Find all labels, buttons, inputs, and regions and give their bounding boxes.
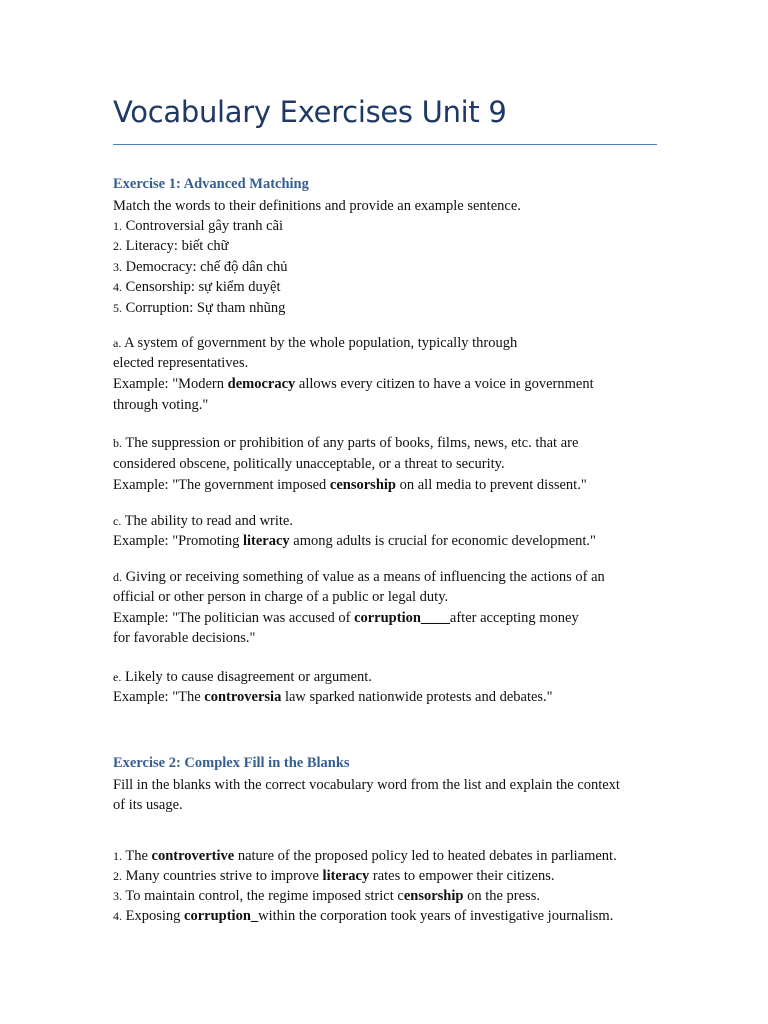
definition-text: The ability to read and write. xyxy=(121,513,293,529)
example-keyword: controversia xyxy=(204,689,282,705)
fill-blank-answer: controvertive xyxy=(151,848,235,864)
fill-blank-answer: ensorship xyxy=(403,888,464,904)
example-text: on all media to prevent dissent." xyxy=(396,477,587,493)
document-title: Vocabulary Exercises Unit 9 xyxy=(113,95,507,129)
exercise-2-instruction: of its usage. xyxy=(113,797,183,813)
title-divider xyxy=(113,144,657,145)
word-item-text: Corruption: Sự tham nhũng xyxy=(122,300,286,316)
word-item-text: Literacy: biết chữ xyxy=(122,238,229,254)
example-text: Example: "Modern xyxy=(113,376,228,392)
example-sentence: through voting." xyxy=(113,397,209,413)
fill-blank-text: within the corporation took years of investigative journalism. xyxy=(258,908,614,924)
exercise-1-instruction: Match the words to their definitions and provide an example sentence. xyxy=(113,198,521,214)
definition-letter: b. xyxy=(113,436,122,450)
word-item-text: Controversial gây tranh cãi xyxy=(122,218,284,234)
fill-blank-text: nature of the proposed policy led to heated debates in parliament. xyxy=(234,848,617,864)
fill-blank-text: rates to empower their citizens. xyxy=(369,868,555,884)
word-item-number: 4. xyxy=(113,280,122,294)
example-text: law sparked nationwide protests and debates." xyxy=(281,689,553,705)
word-item-number: 2. xyxy=(113,239,122,253)
word-item-number: 1. xyxy=(113,219,122,233)
example-sentence xyxy=(113,687,553,707)
definition-line xyxy=(113,333,517,353)
word-item xyxy=(113,236,229,256)
definition-text: The suppression or prohibition of any parts of books, films, news, etc. that are xyxy=(122,435,579,451)
definition-text: A system of government by the whole population, typically through xyxy=(121,335,518,351)
fill-blank-number: 1. xyxy=(113,849,122,863)
example-keyword: literacy xyxy=(242,533,290,549)
word-item-text: Democracy: chế độ dân chủ xyxy=(122,259,288,275)
definition-line xyxy=(113,511,293,531)
word-item-number: 5. xyxy=(113,301,122,315)
example-text: Example: "The xyxy=(113,689,205,705)
example-sentence xyxy=(113,531,596,551)
fill-blank-answer: corruption_ xyxy=(184,908,259,924)
definition-line xyxy=(113,667,372,687)
definition-letter: c. xyxy=(113,514,122,528)
exercise-2-heading: Exercise 2: Complex Fill in the Blanks xyxy=(113,755,350,771)
fill-blank-number: 3. xyxy=(113,889,122,903)
example-sentence xyxy=(113,608,579,628)
example-text: after accepting money xyxy=(449,610,579,626)
fill-blank-text: Exposing xyxy=(122,908,185,924)
fill-blank-text: To maintain control, the regime imposed strict c xyxy=(122,888,404,904)
word-item xyxy=(113,277,281,297)
fill-blank-answer: literacy xyxy=(322,868,370,884)
definition-line: considered obscene, politically unacceptable, or a threat to security. xyxy=(113,456,505,472)
fill-blank-item xyxy=(113,886,540,906)
definition-line xyxy=(113,567,605,587)
example-text: Example: "Promoting xyxy=(113,533,243,549)
definition-text: Giving or receiving something of value as a means of influencing the actions of an xyxy=(122,569,605,585)
example-keyword: censorship xyxy=(329,477,396,493)
definition-line xyxy=(113,433,578,453)
example-sentence: for favorable decisions." xyxy=(113,630,256,646)
fill-blank-item xyxy=(113,866,554,886)
fill-blank-text: on the press. xyxy=(463,888,540,904)
word-item-number: 3. xyxy=(113,260,122,274)
example-keyword: corruption____ xyxy=(354,610,450,626)
word-item xyxy=(113,216,283,236)
exercise-1-heading: Exercise 1: Advanced Matching xyxy=(113,176,309,192)
example-text: Example: "The government imposed xyxy=(113,477,330,493)
fill-blank-item xyxy=(113,846,617,866)
example-sentence xyxy=(113,374,594,394)
example-sentence xyxy=(113,475,587,495)
definition-letter: a. xyxy=(113,336,122,350)
definition-line: elected representatives. xyxy=(113,355,249,371)
fill-blank-number: 4. xyxy=(113,909,122,923)
word-item xyxy=(113,257,287,277)
exercise-2-instruction: Fill in the blanks with the correct vocabulary word from the list and explain the context xyxy=(113,777,620,793)
word-item-text: Censorship: sự kiểm duyệt xyxy=(122,279,281,295)
fill-blank-text: Many countries strive to improve xyxy=(122,868,323,884)
example-text: among adults is crucial for economic development." xyxy=(289,533,596,549)
definition-letter: e. xyxy=(113,670,122,684)
definition-line: official or other person in charge of a public or legal duty. xyxy=(113,589,449,605)
example-text: Example: "The politician was accused of xyxy=(113,610,355,626)
definition-text: Likely to cause disagreement or argument. xyxy=(121,669,372,685)
fill-blank-text: The xyxy=(122,848,152,864)
example-text: allows every citizen to have a voice in government xyxy=(295,376,594,392)
fill-blank-item xyxy=(113,906,613,926)
example-keyword: democracy xyxy=(227,376,296,392)
word-item xyxy=(113,298,285,318)
definition-letter: d. xyxy=(113,570,122,584)
fill-blank-number: 2. xyxy=(113,869,122,883)
